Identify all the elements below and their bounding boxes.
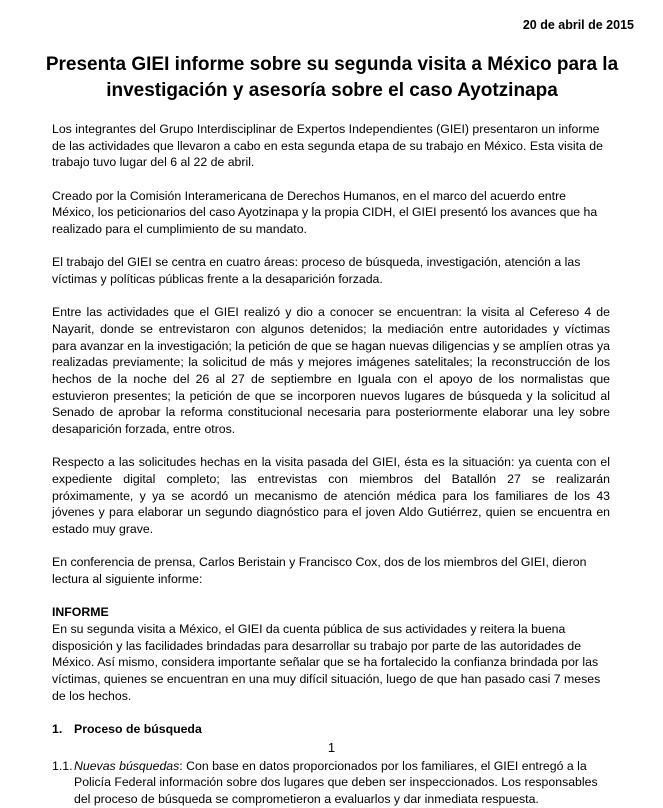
document-title: Presenta GIEI informe sobre su segunda visita a México para la investigación y asesoría sobre el caso Ayotzinapa [45, 54, 619, 101]
document-body [52, 121, 610, 808]
paragraph-press-conference: En conferencia de prensa, Carlos Beristain y Francisco Cox, dos de los miembros del GIEI, dieron lectura al siguiente informe: [52, 555, 587, 586]
informe-text: En su segunda visita a México, el GIEI da cuenta pública de sus actividades y reitera la buena disposición y las facilidades brindadas para desarrollar su trabajo por parte de las autoridades de México. Así mismo, considera importante señalar que se ha fortalecido la confianza brindada por las víctimas, quienes se encuentran en una muy difícil situación, luego de que han pasado casi 7 meses de los hechos. [52, 621, 601, 703]
item-label: Nuevas búsquedas [74, 758, 180, 773]
informe-heading: INFORME [52, 605, 109, 620]
item-body: : Con base en datos proporcionados por los familiares, el GIEI entregó a la Policía Federal información sobre dos lugares que deben ser inspeccionados. Los responsables del proceso de búsqueda se comprometieron a evaluarlos y dar inmediata respuesta. [74, 758, 598, 806]
paragraph-areas: El trabajo del GIEI se centra en cuatro áreas: proceso de búsqueda, investigación, atención a las víctimas y políticas públicas frente a la desaparición forzada. [52, 255, 581, 286]
section-title: Proceso de búsqueda [74, 721, 202, 736]
paragraph-intro: Los integrantes del Grupo Interdisciplinar de Expertos Independientes (GIEI) presentaron un informe de las actividades que llevaron a cabo en esta segunda etapa de su trabajo en México. Esta visita de trabajo tuvo lugar del 6 al 22 de abril. [52, 122, 603, 170]
paragraph-cidh: Creado por la Comisión Interamericana de Derechos Humanos, en el marco del acuerdo entre México, los peticionarios del caso Ayotzinapa y la propia CIDH, el GIEI presentó los avances que ha realizado para el cumplimiento de su mandato. [52, 188, 598, 237]
paragraph-requests: Respecto a las solicitudes hechas en la visita pasada del GIEI, ésta es la situación: ya cuenta con el expediente digital completo; las entrevistas con miembros del Batallón 27 se realizarán próximamente, y ya se acordó un mecanismo de atención médica para los familiares de los 43 jóvenes y para elaborar un segundo diagnóstico para el joven Aldo Gutiérrez, quien se encuentra en estado muy grave. [52, 455, 610, 537]
item-number: 1.1. [52, 758, 73, 773]
page-number: 1 [327, 740, 336, 755]
paragraph-activities: Entre las actividades que el GIEI realizó y dio a conocer se encuentran: la visita al Cefereso 4 de Nayarit, donde se entrevistaron con algunos detenidos; la mediación entre autoridades y víctimas para avanzar en la investigación; la petición de que se hagan nuevas diligencias y se amplíen otras ya realizadas previamente; la solicitud de más y mejores imágenes satelitales; la reconstrucción de los hechos de la noche del 26 al 27 de septiembre en Iguala con el apoyo de los normalistas que estuvieron presentes; la petición de que se incorporen nuevos lugares de búsqueda y la solicitud al Senado de aprobar la reforma constitucional necesaria para posteriormente elaborar una ley sobre desaparición forzada, entre otros. [52, 305, 610, 437]
section-heading [52, 721, 610, 738]
item-text [74, 758, 610, 808]
section-number: 1. [52, 721, 63, 736]
document-date: 20 de abril de 2015 [522, 18, 634, 32]
list-item-new-searches [52, 758, 610, 808]
